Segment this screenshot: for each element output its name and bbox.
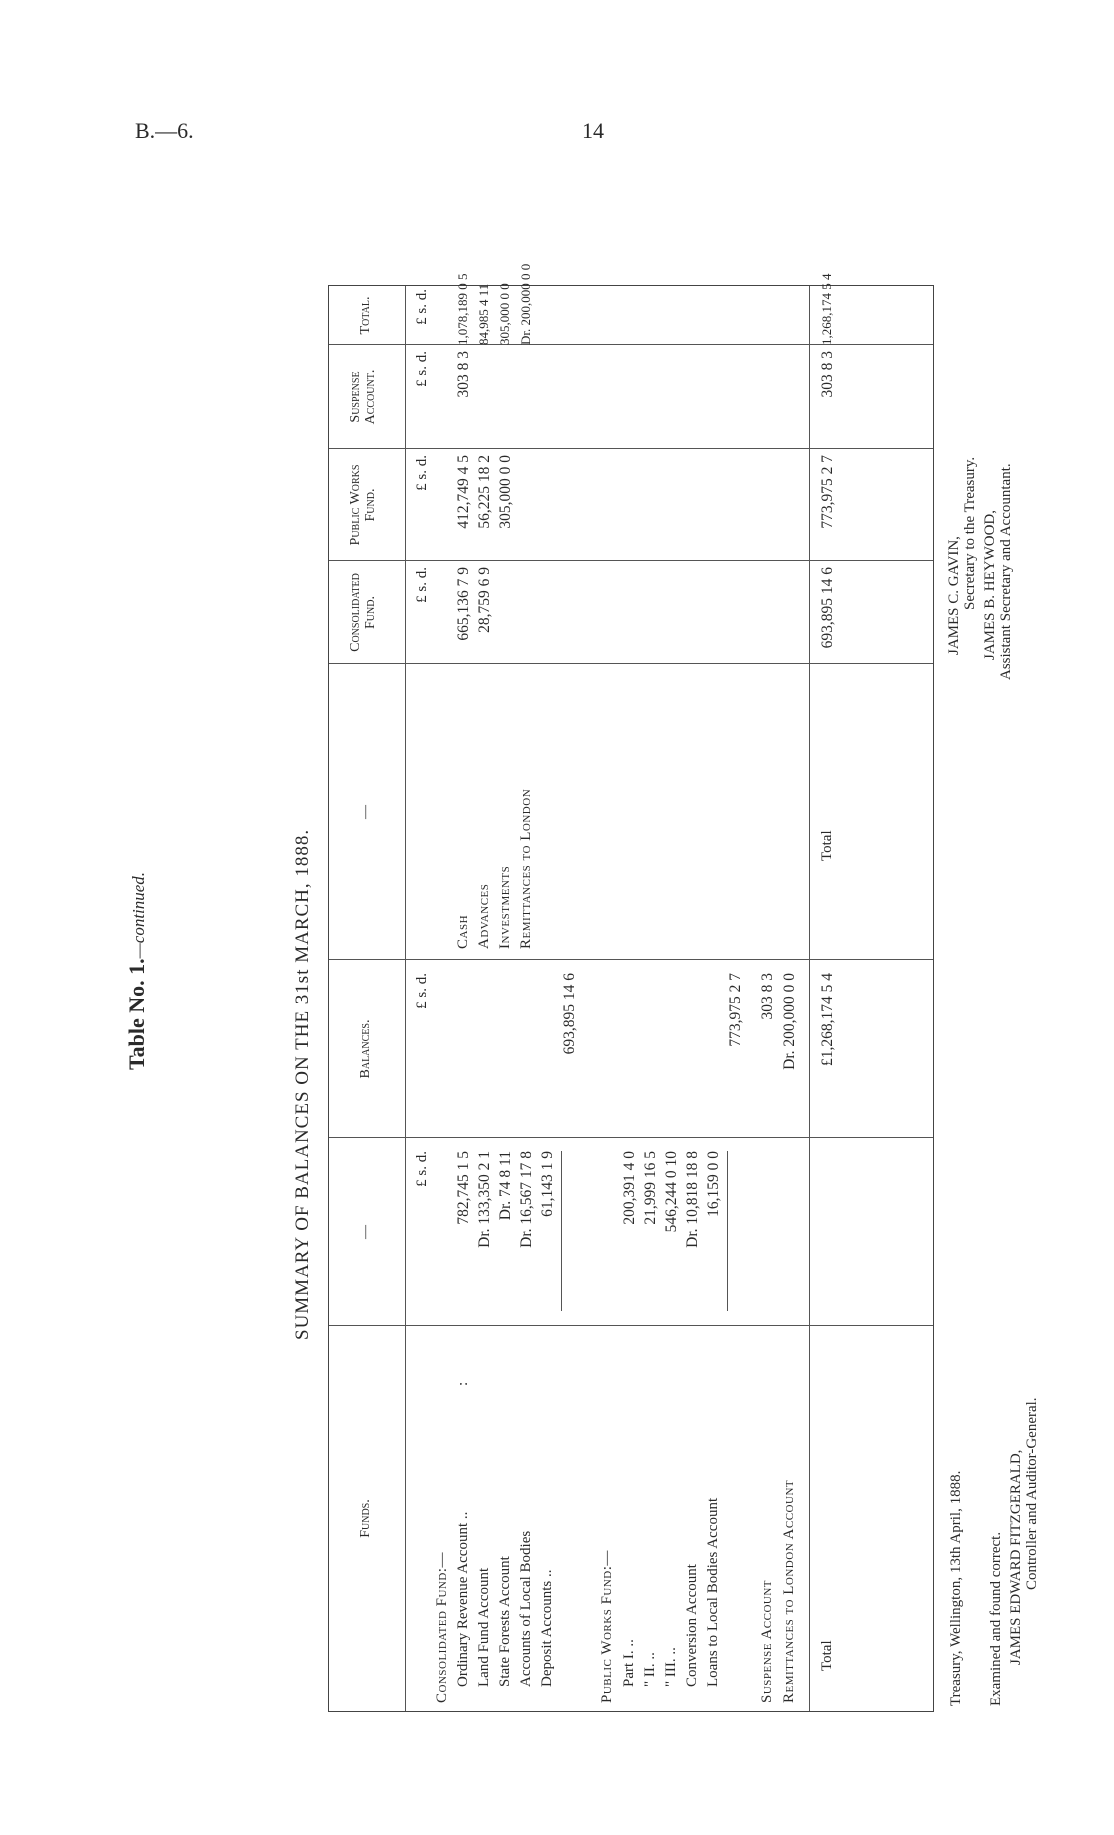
col-divider bbox=[329, 1137, 933, 1138]
fund-amount: Dr. 16,567 17 8 bbox=[518, 1151, 535, 1248]
cf-heading: Consolidated Fund:— bbox=[434, 1552, 450, 1703]
subtotal-rule bbox=[561, 1151, 562, 1311]
col-divider bbox=[329, 959, 933, 960]
lsd-header: £ s. d. bbox=[414, 455, 430, 491]
header-dash-2: — bbox=[358, 805, 373, 819]
table-title bbox=[124, 872, 150, 1070]
examined-note: Examined and found correct. bbox=[988, 1531, 1004, 1706]
pwf-balance: 773,975 2 7 bbox=[727, 973, 744, 1047]
secretary-name: JAMES C. GAVIN, bbox=[946, 536, 962, 655]
fund-label: Deposit Accounts .. bbox=[539, 1569, 555, 1687]
header-total: Total. bbox=[358, 296, 373, 335]
fund-amount: Dr. 74 8 11 bbox=[497, 1151, 514, 1221]
balances-table: Funds. — Balances. — Consolidated Fund. Public Works Fund. Suspense Account. Total. £ s. d. £ s. d. £ s. d. £ s. d. £ s. d. £ s. d. Consolidated Fund:— Ordinary Revenue Account .. Land Fund Account State Forests Account Accounts of Local Bodies Deposit Accounts .. : 782,745 1 5 Dr. 133,350 2 1 Dr. 74 8 11 Dr. 16,567 17 8 61,143 1 9 693,895 14 6 Public Works Fund:— Part I. .. " II. .. " III. .. Conversion Account Loans to Local Bodies Account 200,391 4 0 21,999 16 5 546,244 0 10 Dr. 10,818 18 8 16,159 0 0 773,975 2 7 Suspense Account 303 8 3 Remittances to London Account Dr. 200,000 0 0 Total £1,268,174 5 4 Cash Advances Investments Remittances to London 665,136 7 9 28,759 6 9 412,749 4 5 56,225 18 2 305,000 0 0 303 8 3 1,078,189 0 5 84,985 4 11 305,000 0 0 Dr. 200,000 0 0 Total 693,895 14 6 773,975 2 7 303 8 3 1,268,174 5 4 bbox=[328, 285, 934, 1712]
treasury-date: Treasury, Wellington, 13th April, 1888. bbox=[948, 1470, 964, 1706]
fund-amount: 782,745 1 5 bbox=[455, 1151, 472, 1225]
right-total-label: Total bbox=[819, 830, 835, 861]
pwf-label: Part I. .. bbox=[621, 1639, 637, 1687]
total-value: 84,985 4 11 bbox=[476, 283, 491, 345]
grand-total: 1,268,174 5 4 bbox=[819, 273, 834, 345]
right-row-label: Remittances to London bbox=[518, 788, 534, 949]
remit-label: Remittances to London Account bbox=[781, 1479, 797, 1703]
left-total-label: Total bbox=[819, 1640, 835, 1671]
public-works-value: 305,000 0 0 bbox=[497, 455, 514, 529]
public-works-value: 56,225 18 2 bbox=[476, 455, 493, 529]
cf-balance: 693,895 14 6 bbox=[561, 973, 578, 1055]
assistant-name: JAMES B. HEYWOOD, bbox=[982, 510, 998, 660]
total-rule bbox=[809, 286, 810, 1711]
page-number: 14 bbox=[582, 118, 604, 143]
secretary-title: Secretary to the Treasury. bbox=[962, 456, 978, 610]
consolidated-total: 693,895 14 6 bbox=[819, 567, 836, 649]
col-divider bbox=[329, 1325, 933, 1326]
right-row-label: Advances bbox=[476, 883, 492, 949]
lsd-header: £ s. d. bbox=[414, 567, 430, 603]
header-public-works: Public Works Fund. bbox=[348, 464, 378, 546]
pwf-label: Conversion Account bbox=[684, 1564, 700, 1687]
left-total-balance: £1,268,174 5 4 bbox=[819, 973, 836, 1066]
remit-balance: Dr. 200,000 0 0 bbox=[781, 973, 798, 1070]
total-value: 1,078,189 0 5 bbox=[455, 273, 470, 345]
pwf-label: " III. .. bbox=[663, 1647, 679, 1687]
header-dash: — bbox=[358, 1225, 373, 1239]
header-suspense: Suspense Account. bbox=[348, 369, 378, 425]
assistant-title: Assistant Secretary and Accountant. bbox=[998, 463, 1014, 680]
lsd-header: £ s. d. bbox=[414, 289, 430, 325]
suspense-balance: 303 8 3 bbox=[759, 973, 776, 1020]
suspense-value: 303 8 3 bbox=[455, 351, 472, 398]
fund-amount: 61,143 1 9 bbox=[539, 1151, 556, 1217]
fund-label: Land Fund Account bbox=[476, 1567, 492, 1687]
public-works-value: 412,749 4 5 bbox=[455, 455, 472, 529]
right-row-label: Investments bbox=[497, 865, 513, 949]
auditor-name: JAMES EDWARD FITZGERALD, bbox=[1008, 1449, 1024, 1665]
lsd-header: £ s. d. bbox=[414, 1151, 430, 1187]
page-code: B.—6. bbox=[135, 118, 194, 143]
table-continued: —continued. bbox=[129, 871, 148, 959]
fund-label: Accounts of Local Bodies bbox=[518, 1530, 534, 1687]
suspense-label: Suspense Account bbox=[759, 1579, 775, 1703]
header-balances: Balances. bbox=[358, 1019, 373, 1079]
table-subtitle: SUMMARY OF BALANCES ON THE 31st MARCH, 1888. bbox=[292, 828, 313, 1340]
pwf-amount: 21,999 16 5 bbox=[642, 1151, 659, 1225]
table-number: Table No. 1. bbox=[124, 958, 149, 1070]
fund-amount: Dr. 133,350 2 1 bbox=[476, 1151, 493, 1248]
lsd-header: £ s. d. bbox=[414, 351, 430, 387]
pwf-amount: Dr. 10,818 18 8 bbox=[684, 1151, 701, 1248]
pwf-amount: 16,159 0 0 bbox=[705, 1151, 722, 1217]
consolidated-value: 28,759 6 9 bbox=[476, 567, 493, 633]
auditor-title: Controller and Auditor-General. bbox=[1024, 1397, 1040, 1590]
pwf-label: " II. .. bbox=[642, 1652, 658, 1687]
subtotal-rule bbox=[727, 1151, 728, 1311]
pwf-amount: 200,391 4 0 bbox=[621, 1151, 638, 1225]
lsd-header: £ s. d. bbox=[414, 973, 430, 1009]
header-consolidated: Consolidated Fund. bbox=[348, 573, 378, 652]
fund-label: State Forests Account bbox=[497, 1556, 513, 1687]
header-rule bbox=[405, 286, 406, 1711]
rotated-page-content bbox=[80, 210, 1040, 1830]
pwf-heading: Public Works Fund:— bbox=[599, 1550, 615, 1703]
total-value: 305,000 0 0 bbox=[497, 283, 512, 345]
consolidated-value: 665,136 7 9 bbox=[455, 567, 472, 641]
suspense-total: 303 8 3 bbox=[819, 351, 836, 398]
pwf-amount: 546,244 0 10 bbox=[663, 1151, 680, 1233]
total-value: Dr. 200,000 0 0 bbox=[518, 263, 533, 345]
public-works-total: 773,975 2 7 bbox=[819, 455, 836, 529]
right-row-label: Cash bbox=[455, 914, 471, 949]
header-funds: Funds. bbox=[358, 1499, 373, 1538]
pwf-label: Loans to Local Bodies Account bbox=[705, 1497, 721, 1687]
fund-label: Ordinary Revenue Account .. bbox=[455, 1511, 471, 1687]
